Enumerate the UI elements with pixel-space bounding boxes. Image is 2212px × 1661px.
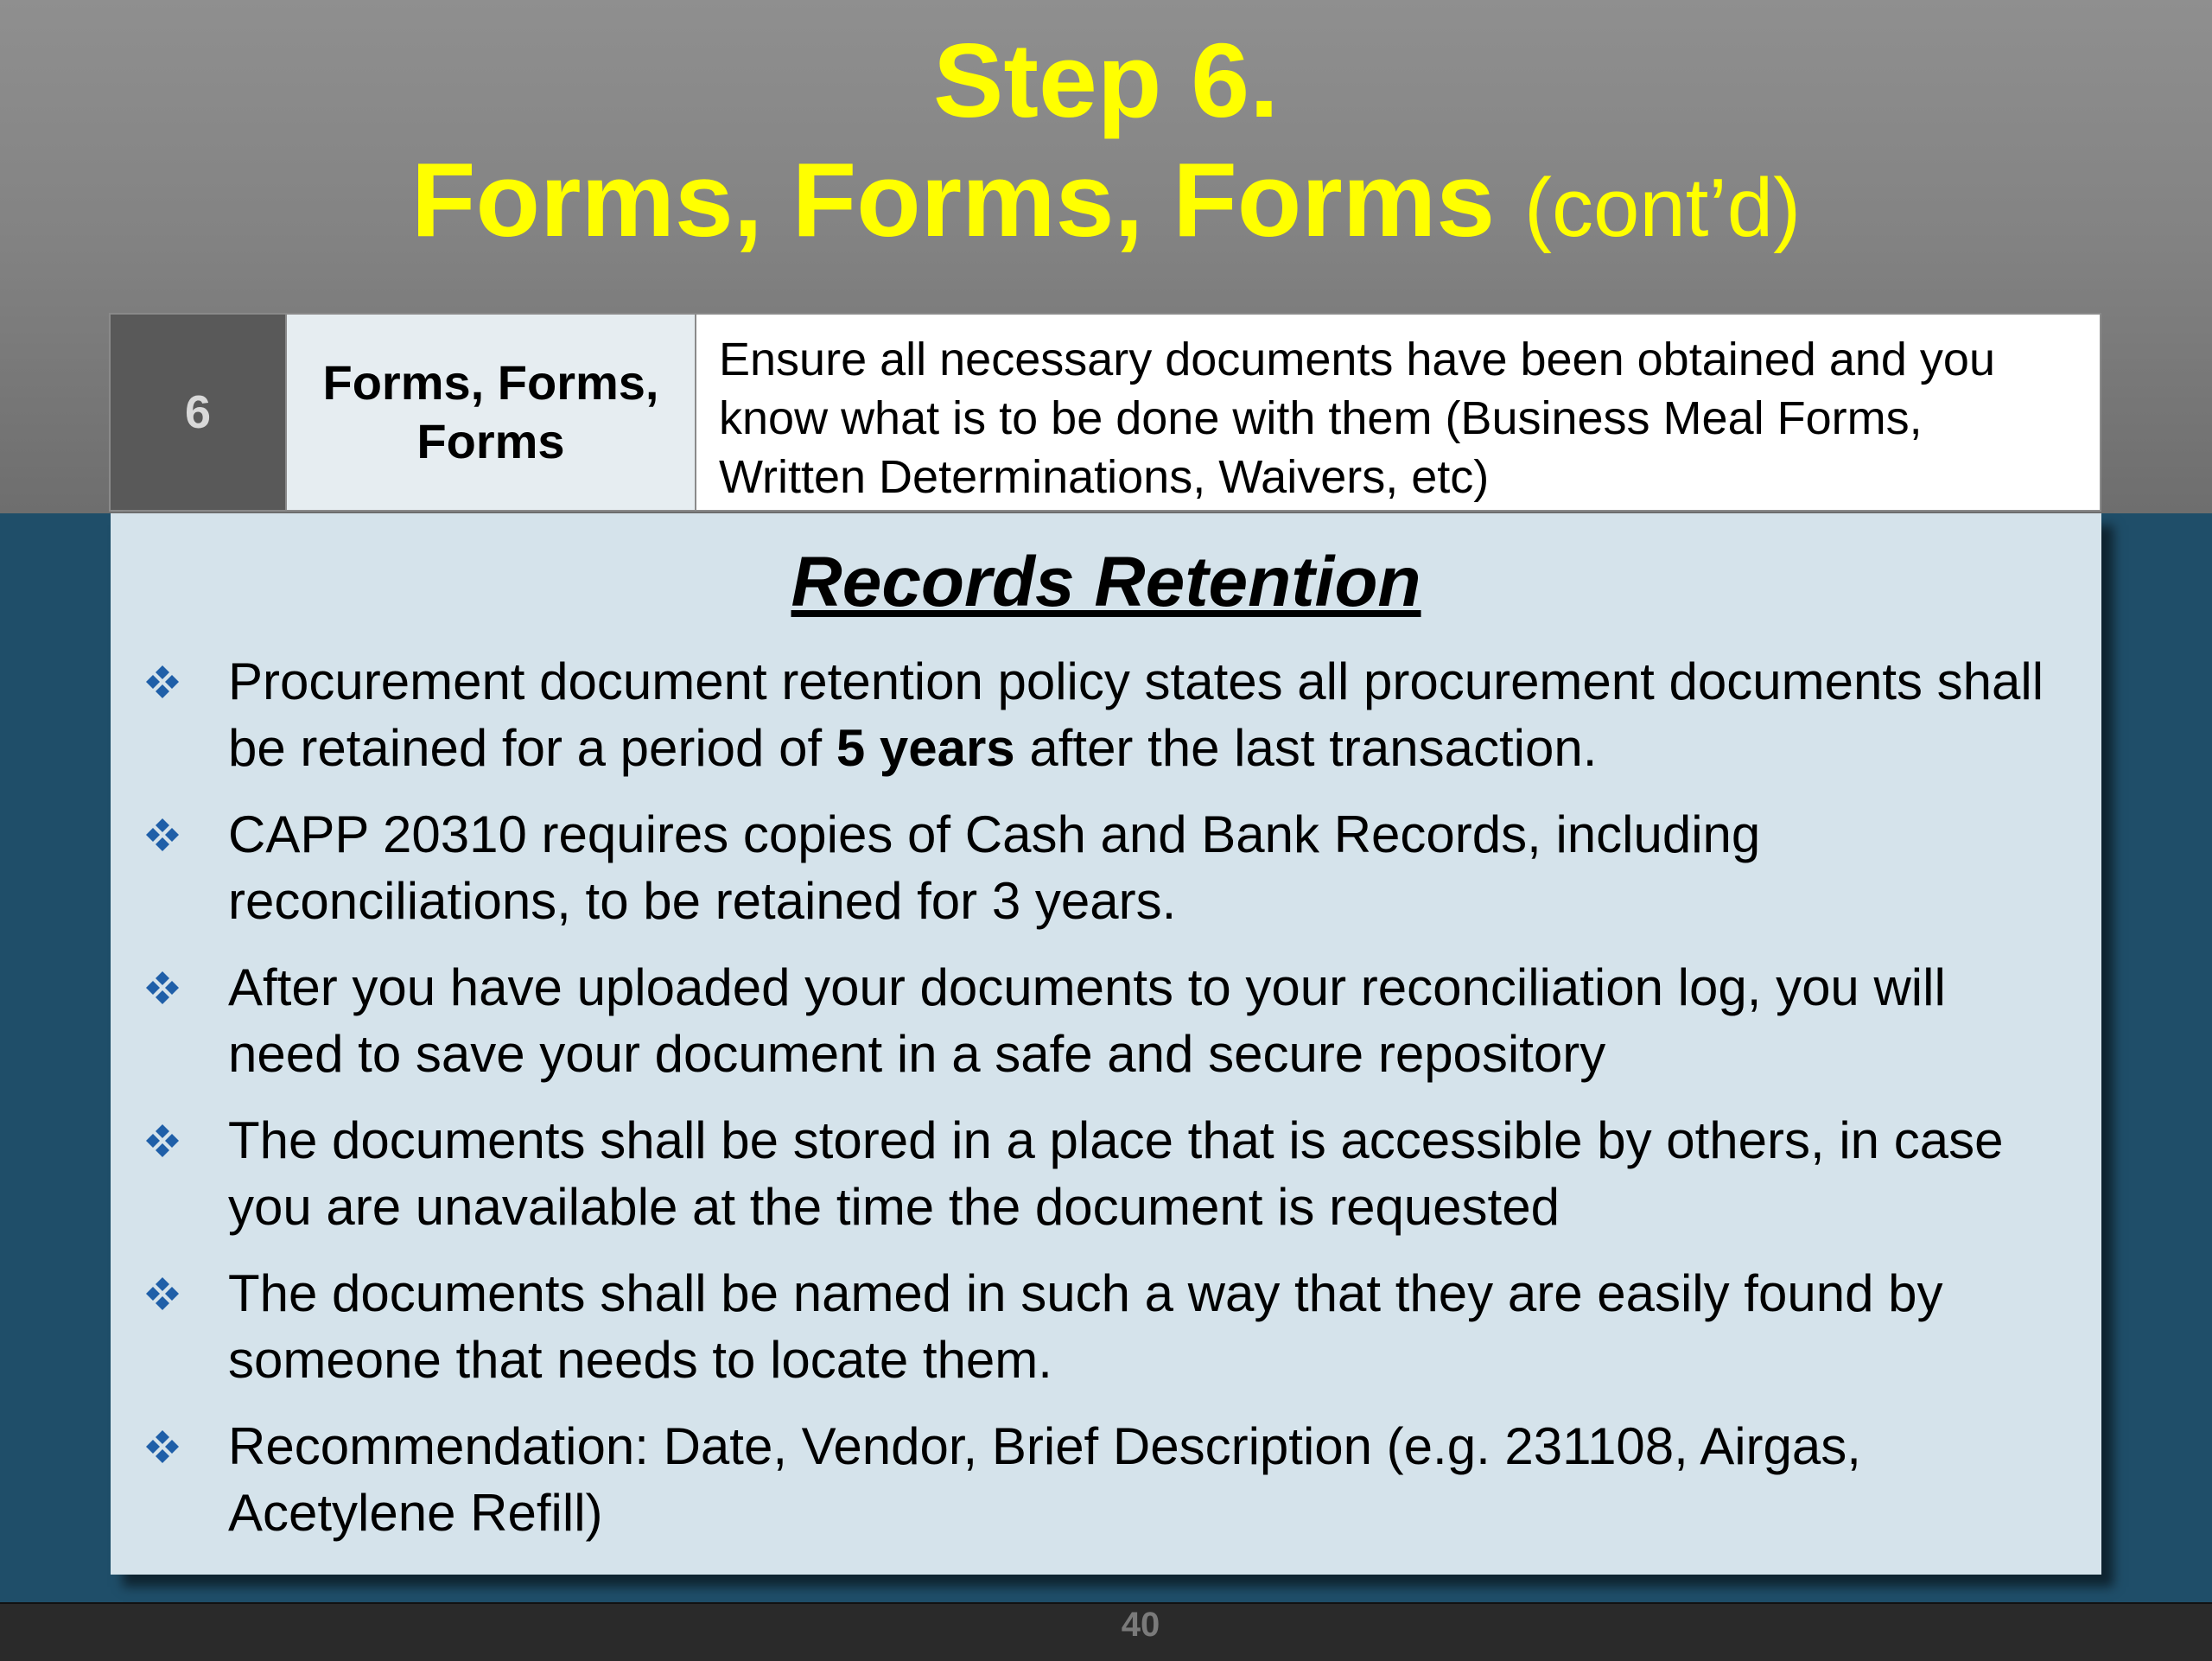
title-line-1: Step 6. bbox=[932, 22, 1279, 139]
bullet-text: after the last transaction. bbox=[1014, 719, 1598, 777]
list-item bbox=[137, 1413, 2072, 1546]
four-diamond-bullet-icon bbox=[137, 650, 188, 714]
four-diamond-bullet-icon bbox=[137, 1262, 188, 1326]
list-item bbox=[137, 801, 2072, 934]
step-description: Ensure all necessary documents have been obtained and you know what is to be done with them (Business Meal Forms, Written Determinations, Waivers, etc) bbox=[696, 315, 2100, 510]
list-item bbox=[137, 1260, 2072, 1393]
bullet-emphasis: 5 years bbox=[836, 719, 1015, 777]
title-line-2 bbox=[0, 140, 2212, 268]
section-heading: Records Retention bbox=[791, 543, 1421, 621]
records-retention-panel bbox=[111, 513, 2101, 1575]
four-diamond-bullet-icon bbox=[137, 1109, 188, 1173]
bullet-list bbox=[137, 648, 2072, 1566]
title-suffix: (cont’d) bbox=[1523, 162, 1802, 254]
four-diamond-bullet-icon bbox=[137, 1415, 188, 1479]
page-number: 40 bbox=[1121, 1606, 1160, 1644]
title-main-text: Forms, Forms, Forms bbox=[410, 141, 1496, 258]
step-summary-row bbox=[109, 313, 2101, 512]
list-item bbox=[137, 648, 2072, 781]
four-diamond-bullet-icon bbox=[137, 956, 188, 1020]
list-item bbox=[137, 954, 2072, 1087]
bullet-text: After you have uploaded your documents to your reconciliation log, you will need to save your document in a safe and secure repository bbox=[228, 958, 1946, 1083]
bullet-text: Recommendation: Date, Vendor, Brief Description (e.g. 231108, Airgas, Acetylene Refill) bbox=[228, 1417, 1861, 1542]
bullet-text: CAPP 20310 requires copies of Cash and Bank Records, including reconciliations, to be retained for 3 years. bbox=[228, 805, 1761, 930]
step-name: Forms, Forms, Forms bbox=[287, 315, 696, 510]
list-item bbox=[137, 1107, 2072, 1240]
bullet-text: The documents shall be stored in a place that is accessible by others, in case you are unavailable at the time the document is requested bbox=[228, 1111, 2004, 1236]
bullet-text: Procurement document retention policy states all procurement documents shall be retained for a period of bbox=[228, 652, 2044, 777]
slide-title bbox=[0, 21, 2212, 268]
four-diamond-bullet-icon bbox=[137, 803, 188, 867]
bullet-text: The documents shall be named in such a way that they are easily found by someone that needs to locate them. bbox=[228, 1264, 1943, 1389]
step-number: 6 bbox=[111, 315, 287, 510]
